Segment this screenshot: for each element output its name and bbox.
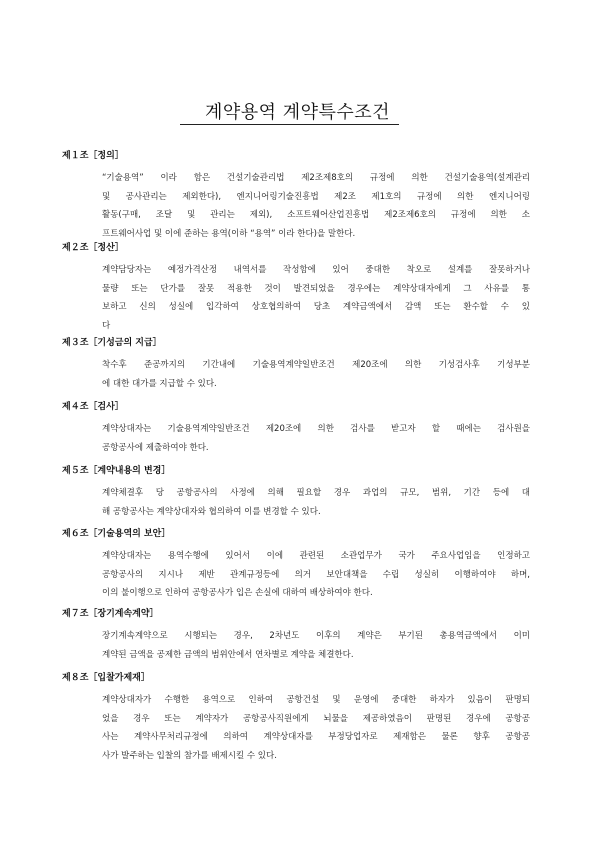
article-line: 계약상대자는 기술용역계약일반조건 제20조에 의한 검사를 받고자 할 때에는 검사원을 (102, 424, 530, 434)
article-line: 에 대한 대가를 지급할 수 있다. (102, 378, 217, 389)
article-line: 활동(구매, 조달 및 관리는 제외), 소프트웨어산업진흥법 제2조제6호의 규정에 의한 소 (102, 210, 530, 220)
article-line: 및 공사관리는 제외한다), 엔지니어링기술진흥법 제2조 제1호의 규정에 의한 엔지니어링 (102, 191, 530, 202)
article-body (102, 356, 530, 393)
article-2 (62, 242, 530, 335)
article-line: 다 (102, 320, 111, 331)
article-7 (62, 608, 530, 664)
article-line: 공항공사의 지시나 제반 관계규정등에 의거 보안대책을 수립 성실히 이행하여야 하며, (102, 569, 530, 580)
article-body (102, 627, 530, 664)
article-body (102, 691, 530, 765)
article-line: 공항공사에 제출하여야 한다. (102, 442, 209, 453)
article-body (102, 420, 530, 457)
article-heading: 제７조［장기계속계약］ (62, 609, 159, 619)
article-line: 계약상대자가 수행한 용역으로 인하여 공항건설 및 운영에 중대한 하자가 있음이 판명되 (102, 695, 530, 705)
article-line: 계약상대자는 용역수행에 있어서 이에 관련된 소관업무가 국가 주요사업임을 인정하고 (102, 551, 530, 561)
article-line: 해 공항공사는 계약상대자와 협의하여 이를 변경할 수 있다. (102, 506, 321, 517)
article-5 (62, 465, 530, 521)
title-underline (180, 124, 399, 125)
article-line: 계약체결후 당 공항공사의 사정에 의해 필요할 경우 과업의 규모, 범위, 기간 등에 대 (102, 488, 530, 498)
article-line: 계약된 금액을 공제한 금액의 범위안에서 연차별로 계약을 체결한다. (102, 649, 354, 660)
document-title: 계약용역 계약특수조건 (204, 102, 391, 123)
article-heading: 제２조［정산］ (62, 243, 124, 253)
article-4 (62, 401, 530, 457)
article-line: 착수후 준공까지의 기간내에 기술용역계약일반조건 제20조에 의한 기성검사후 기성부분 (102, 360, 530, 370)
article-heading: 제５조［계약내용의 변경］ (62, 466, 171, 476)
article-line: 보하고 신의 성실에 입각하여 상호협의하여 당초 계약금액에서 감액 또는 환수할 수 있 (102, 302, 530, 312)
article-6 (62, 528, 530, 603)
article-line: 프트웨어사업 및 이에 준하는 용역(이하 “용역” 이라 한다)을 말한다. (102, 228, 356, 239)
article-line: 사가 발주하는 입찰의 참가를 배제시킬 수 있다. (102, 750, 277, 761)
article-heading: 제１조［정의］ (62, 151, 124, 161)
article-line: 물량 또는 단가를 잘못 적용한 것이 발견되었을 경우에는 계약상대자에게 그 사유를 통 (102, 283, 530, 294)
article-body (102, 484, 530, 521)
article-line: 이의 불이행으로 인하여 공항공사가 입은 손실에 대하여 배상하여야 한다. (102, 588, 373, 598)
article-3 (62, 337, 530, 393)
article-heading: 제６조［기술용역의 보안］ (62, 529, 171, 539)
article-body (102, 169, 530, 243)
article-line: “기술용역” 이라 함은 건설기술관리법 제2조제8호의 규정에 의한 건설기술용역(설계관리 (102, 173, 530, 183)
article-body (102, 261, 530, 335)
article-1 (62, 150, 530, 243)
article-body (102, 547, 530, 603)
article-line: 계약담당자는 예정가격산정 내역서를 작성함에 있어 중대한 착오로 설계를 잘못하거나 (102, 265, 530, 275)
article-line: 었을 경우 또는 계약자가 공항공사직원에게 뇌물을 제공하였음이 판명된 경우에 공항공 (102, 713, 530, 724)
article-line: 장기계속계약으로 시행되는 경우, 2차년도 이후의 계약은 부기된 총용역금액에서 이미 (102, 631, 530, 641)
article-heading: 제８조［입찰가제재］ (62, 673, 150, 683)
article-line: 사는 계약사무처리규정에 의하여 계약상대자를 부정당업자로 제재함은 물론 향후 공항공 (102, 732, 530, 742)
article-8 (62, 672, 530, 765)
article-heading: 제４조［검사］ (62, 402, 124, 412)
article-heading: 제３조［기성금의 지급］ (62, 338, 162, 348)
